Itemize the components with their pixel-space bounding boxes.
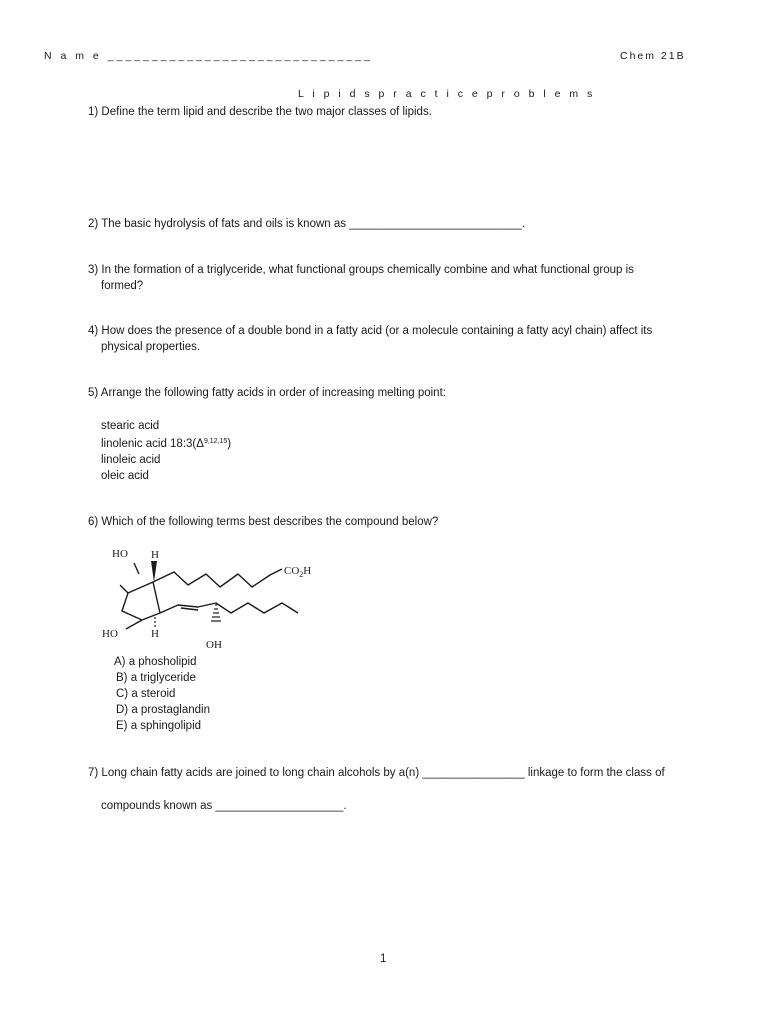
- question-1: [88, 104, 432, 120]
- ho-top-text: HO: [112, 548, 128, 560]
- h-bottom-label: [151, 628, 159, 640]
- linolenic-label: linolenic acid 18:3(Δ: [101, 438, 204, 450]
- ho-top-label: [112, 548, 128, 560]
- question-4: [88, 323, 652, 355]
- question-6: [88, 514, 438, 530]
- question-6-prompt: 6) Which of the following terms best describes the compound below?: [88, 516, 439, 528]
- list-item: oleic acid: [101, 470, 149, 482]
- name-field-label: N a m e ______________________________: [44, 50, 373, 62]
- h-top-label: [151, 549, 159, 561]
- question-3: [88, 262, 634, 294]
- question-3-line-2: formed?: [101, 280, 144, 292]
- co2h-label: $CO_2H$: [284, 565, 312, 579]
- question-7: [88, 765, 665, 814]
- question-2-text: 2) The basic hydrolysis of fats and oils is known as ___________________________.: [88, 218, 526, 230]
- question-3-line-1: 3) In the formation of a triglyceride, what functional groups chemically combine and what functional group is: [88, 264, 634, 276]
- question-6-options: [114, 654, 210, 734]
- question-7-line-2: compounds known as ____________________.: [101, 800, 347, 812]
- option-a: A) a phosholipid: [114, 656, 197, 668]
- oh-label: [206, 639, 222, 651]
- oh-text: OH: [206, 639, 222, 651]
- course-label: Chem 21B: [620, 50, 686, 62]
- molecule-drawing: [98, 545, 324, 653]
- option-c: C) a steroid: [116, 688, 176, 700]
- h-top-text: H: [151, 549, 159, 561]
- question-1-text: 1) Define the term lipid and describe the two major classes of lipids.: [88, 106, 432, 118]
- page-title: L i p i d s p r a c t i c e p r o b l e m s: [298, 88, 596, 100]
- question-2: [88, 216, 525, 232]
- question-5: [88, 385, 446, 484]
- linolenic-close: ): [227, 438, 232, 450]
- ho-bottom-text: HO: [102, 628, 118, 640]
- question-5-prompt: 5) Arrange the following fatty acids in order of increasing melting point:: [88, 387, 446, 399]
- h-bottom-text: H: [151, 628, 159, 640]
- question-4-line-1: 4) How does the presence of a double bond in a fatty acid (or a molecule containing a fatty acyl chain) affect its: [88, 325, 653, 337]
- option-b: B) a triglyceride: [116, 672, 196, 684]
- prostaglandin-structure: [98, 545, 324, 653]
- list-item: [88, 434, 446, 452]
- list-item: stearic acid: [101, 420, 160, 432]
- linolenic-superscript: 9,12,15: [203, 438, 228, 445]
- question-7-line-1: 7) Long chain fatty acids are joined to long chain alcohols by a(n) ________________ linkage to form the class of: [88, 767, 665, 779]
- option-d: D) a prostaglandin: [116, 704, 210, 716]
- question-4-line-2: physical properties.: [101, 341, 201, 353]
- fatty-acid-list: [88, 418, 446, 484]
- page-number: 1: [380, 953, 387, 965]
- option-e: E) a sphingolipid: [116, 720, 202, 732]
- ho-bottom-label: [102, 628, 118, 640]
- list-item: linoleic acid: [101, 454, 161, 466]
